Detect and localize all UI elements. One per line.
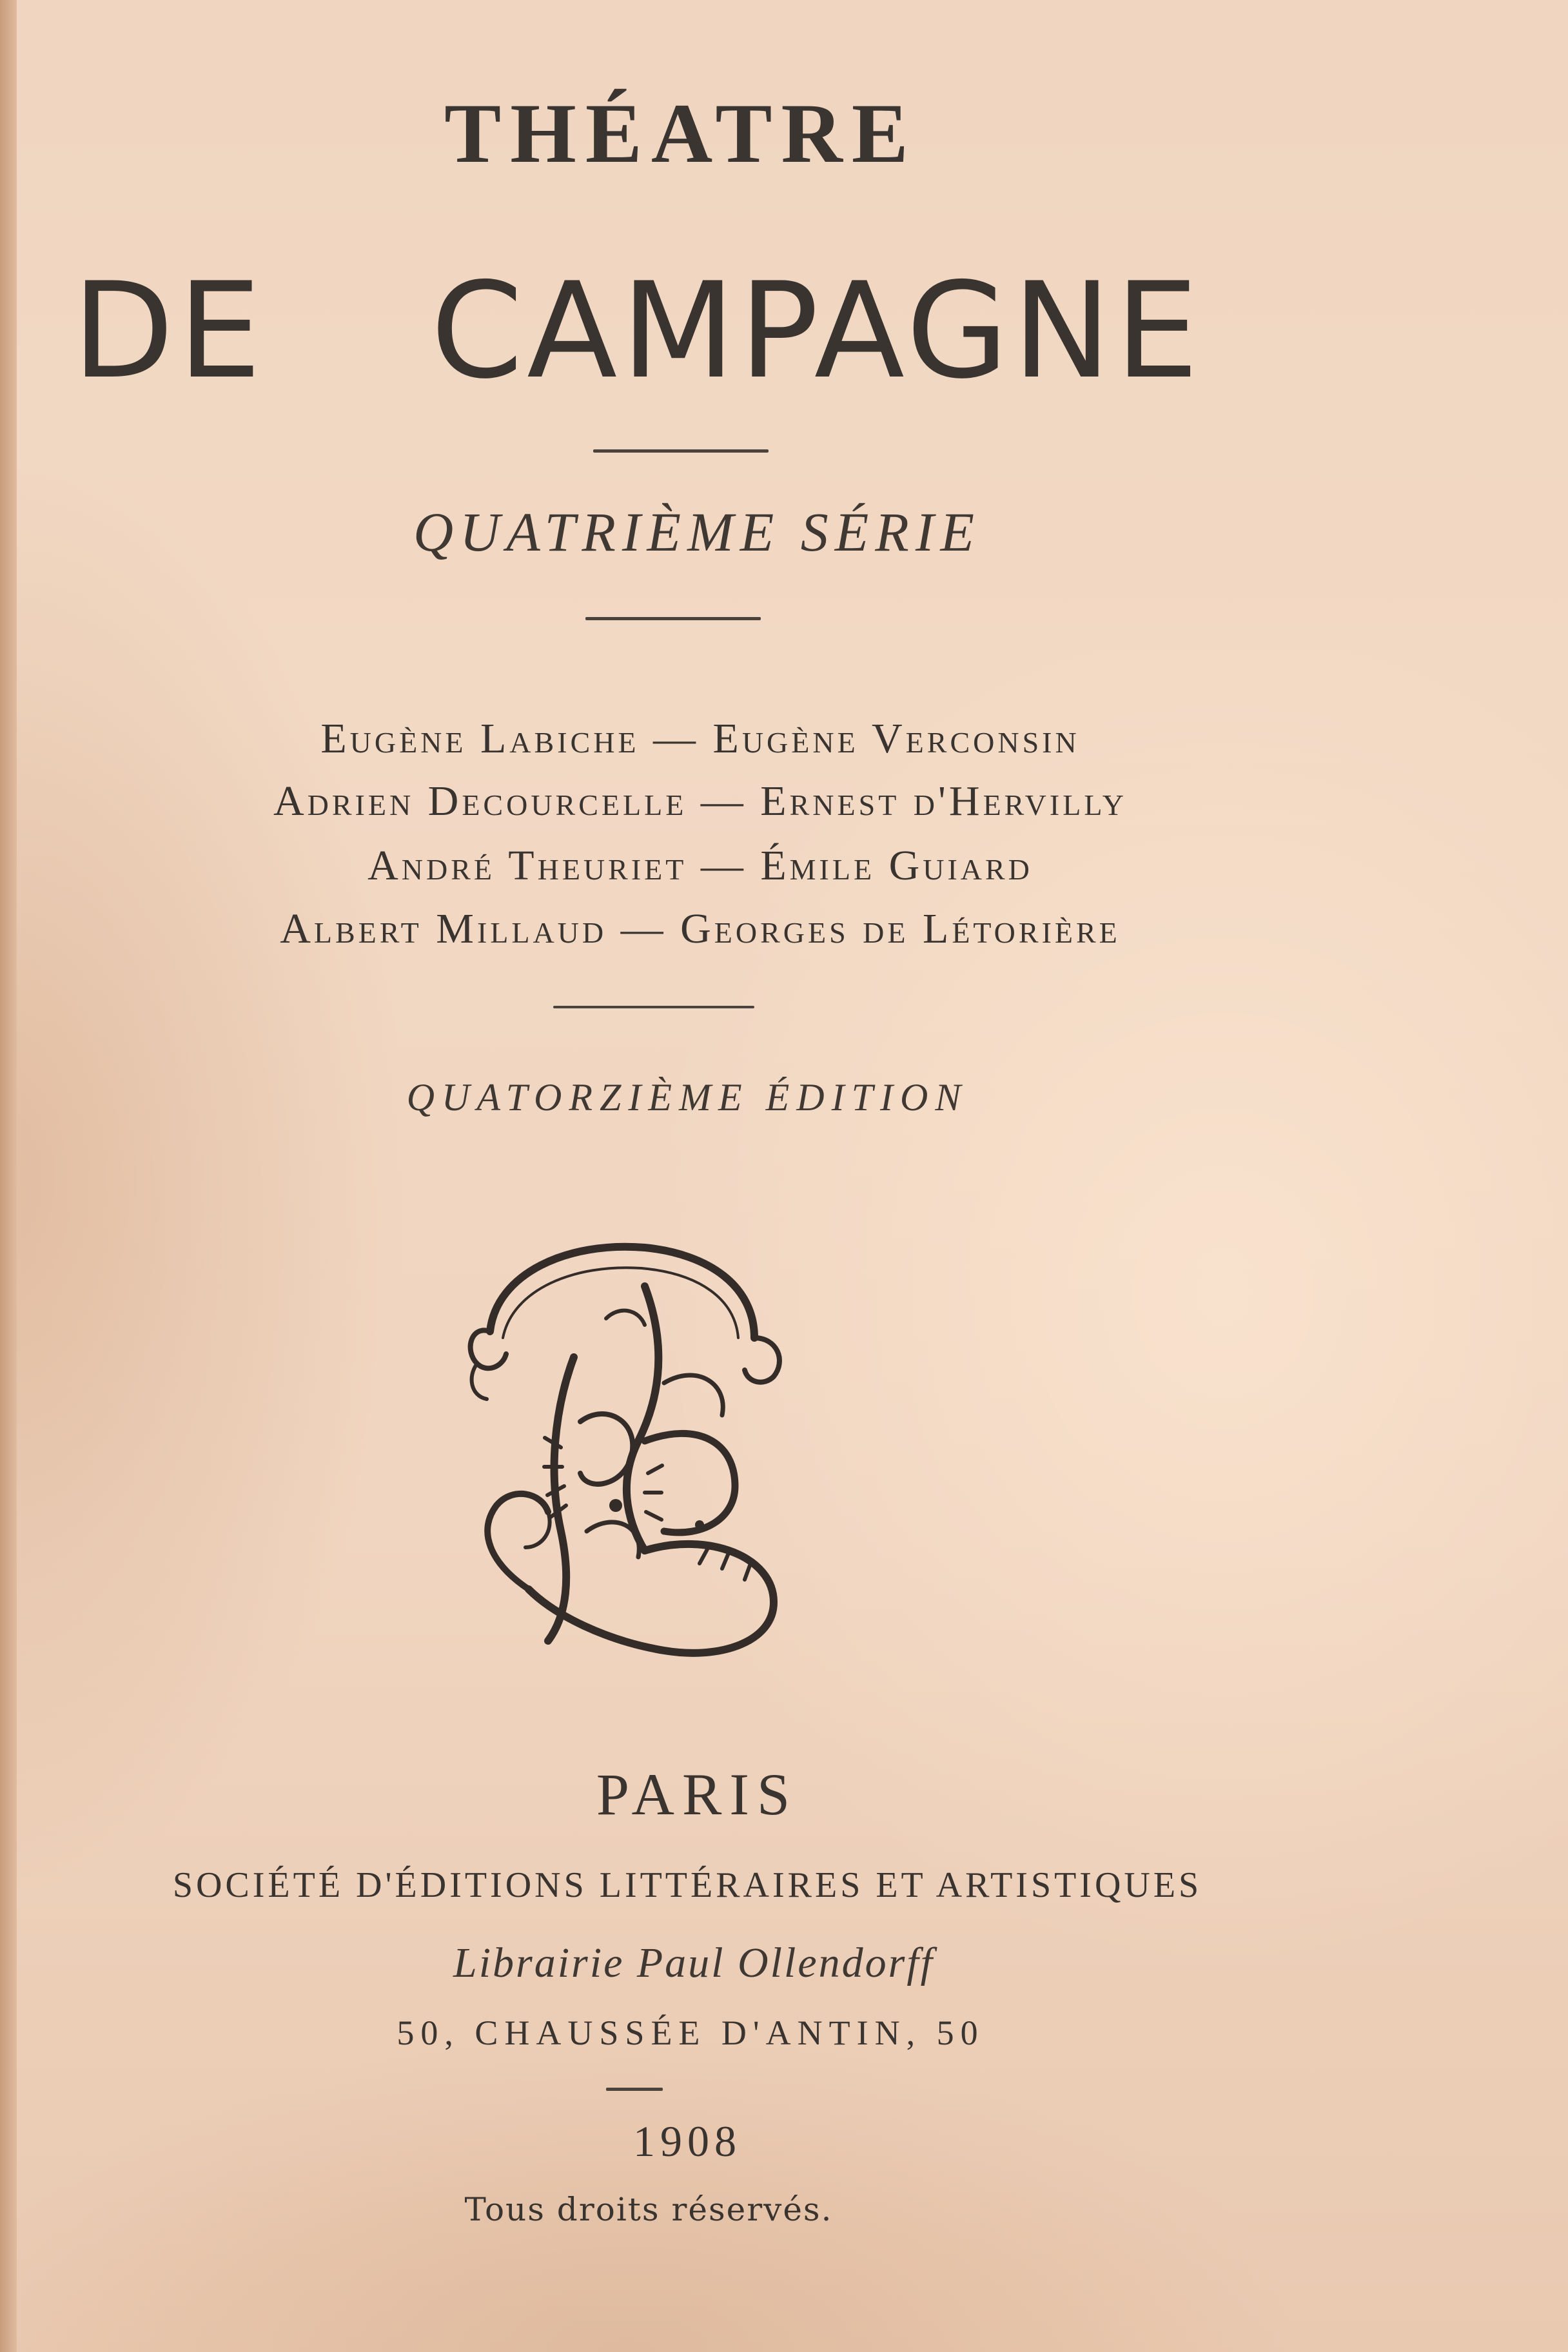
edition-label: QUATORZIÈME ÉDITION: [406, 1076, 968, 1119]
title-line-theatre: THÉATRE: [444, 86, 917, 181]
divider-rule-3: [553, 1006, 754, 1008]
publisher-monogram-icon: [451, 1228, 812, 1667]
series-label: QUATRIÈME SÉRIE: [413, 501, 981, 563]
imprint-rights: Tous droits réservés.: [464, 2191, 833, 2228]
divider-rule-1: [593, 449, 769, 453]
author-line-2: Adrien Decourcelle — Ernest d'Hervilly: [273, 778, 1128, 825]
author-line-4: Albert Millaud — Georges de Létorière: [280, 905, 1121, 952]
author-line-3: André Theuriet — Émile Guiard: [368, 842, 1033, 889]
title-word-de: DE: [72, 255, 266, 408]
title-word-campagne: CAMPAGNE: [431, 255, 1203, 408]
divider-rule-2: [585, 617, 761, 620]
imprint-publisher: SOCIÉTÉ D'ÉDITIONS LITTÉRAIRES ET ARTISTIQUES: [172, 1865, 1202, 1905]
imprint-library: Librairie Paul Ollendorff: [453, 1939, 935, 1986]
title-line-de-campagne: [0, 255, 1568, 422]
imprint-year: 1908: [633, 2117, 741, 2166]
divider-rule-4: [606, 2088, 663, 2091]
author-line-1: Eugène Labiche — Eugène Verconsin: [320, 715, 1080, 762]
imprint-address: 50, CHAUSSÉE D'ANTIN, 50: [397, 2014, 985, 2052]
imprint-city: PARIS: [596, 1761, 798, 1827]
